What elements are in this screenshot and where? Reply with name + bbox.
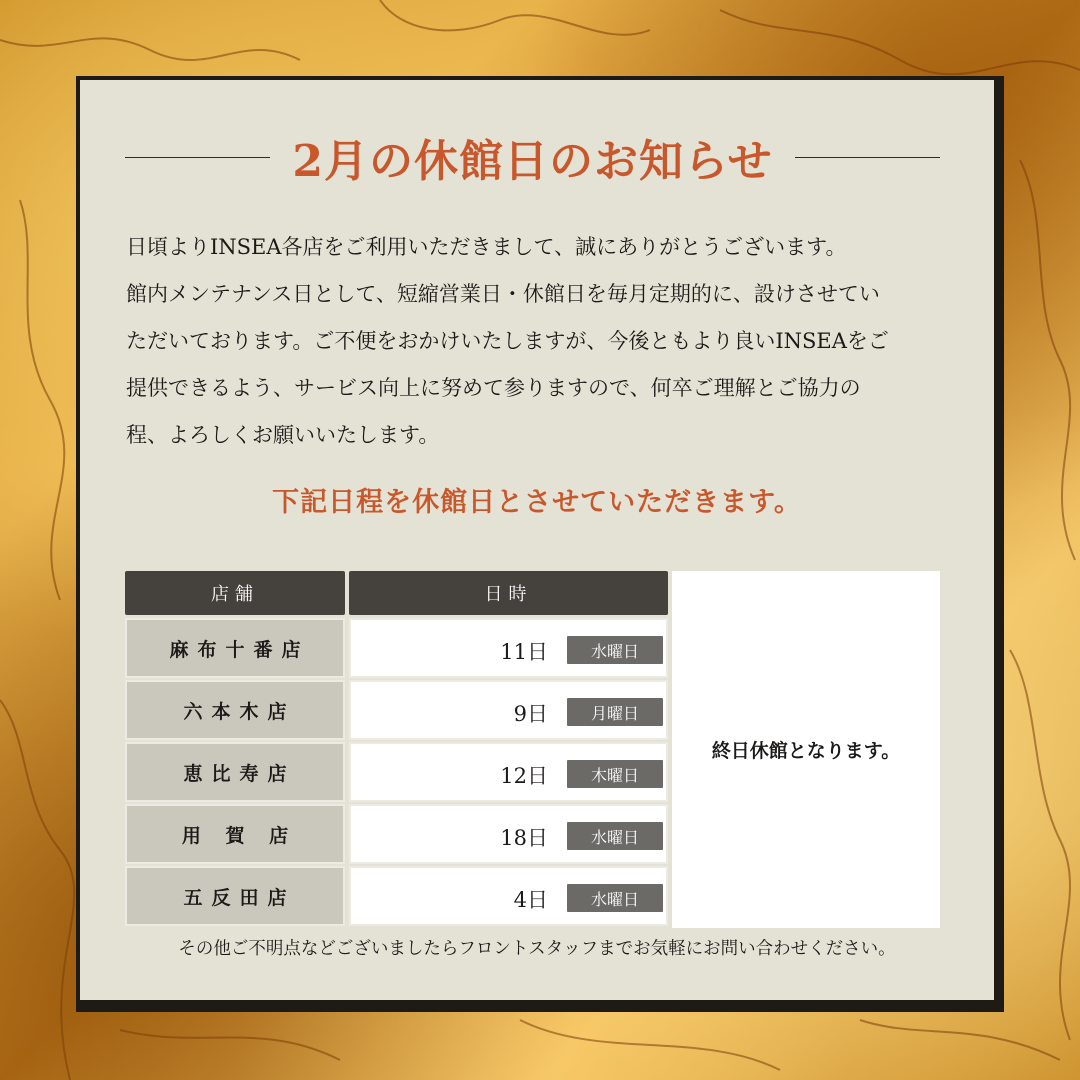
date-cell: [349, 680, 668, 740]
weekday-badge: 水曜日: [567, 822, 663, 850]
header-store: 店舗: [125, 571, 345, 615]
closure-day: 9日: [513, 702, 548, 726]
store-cell: [125, 680, 345, 740]
title-row: [125, 122, 940, 192]
store-name: 用 賀 店: [181, 824, 298, 847]
date-cell: [349, 866, 668, 926]
store-name: 恵比寿店: [183, 762, 296, 785]
table-row: [125, 742, 668, 802]
date-cell: [349, 618, 668, 678]
intro-line: 程、よろしくお願いいたします。: [126, 423, 440, 447]
store-name: 麻布十番店: [169, 638, 310, 661]
weekday-badge: 水曜日: [567, 884, 663, 912]
title-divider-right: [795, 157, 940, 158]
store-cell: [125, 866, 345, 926]
store-name: 六本木店: [183, 700, 296, 723]
closure-day: 18日: [500, 826, 548, 850]
intro-line: 日頃よりINSEA各店をご利用いただきまして、誠にありがとうございます。: [126, 235, 847, 259]
closure-notice: 下記日程を休館日とさせていただきます。: [272, 487, 802, 518]
intro-line: 提供できるよう、サービス向上に努めて参りますので、何卒ご理解とご協力の: [126, 376, 861, 400]
title-divider-left: [125, 157, 270, 158]
header-date: 日時: [349, 571, 668, 615]
date-cell: [349, 742, 668, 802]
table-row: [125, 804, 668, 864]
footer-text: その他ご不明点などございましたらフロントスタッフまでお気軽にお問い合わせください。: [178, 939, 896, 959]
table-row: [125, 680, 668, 740]
weekday-badge: 木曜日: [567, 760, 663, 788]
closure-day: 4日: [513, 888, 548, 912]
closure-day: 11日: [500, 640, 548, 664]
closure-day: 12日: [500, 764, 548, 788]
intro-line: ただいております。ご不便をおかけいたしますが、今後ともより良いINSEAをご: [126, 329, 889, 353]
notice-panel: [80, 80, 994, 1000]
all-day-closure-note: 終日休館となります。: [672, 571, 940, 928]
date-cell: [349, 804, 668, 864]
weekday-badge: 月曜日: [567, 698, 663, 726]
page-title: 2月の休館日のお知らせ: [292, 136, 773, 187]
store-cell: [125, 618, 345, 678]
table-row: [125, 866, 668, 926]
store-cell: [125, 742, 345, 802]
store-cell: [125, 804, 345, 864]
table-row: [125, 618, 668, 678]
intro-text: [126, 224, 946, 459]
weekday-badge: 水曜日: [567, 636, 663, 664]
store-name: 五反田店: [183, 886, 296, 909]
intro-line: 館内メンテナンス日として、短縮営業日・休館日を毎月定期的に、設けさせてい: [126, 282, 880, 306]
